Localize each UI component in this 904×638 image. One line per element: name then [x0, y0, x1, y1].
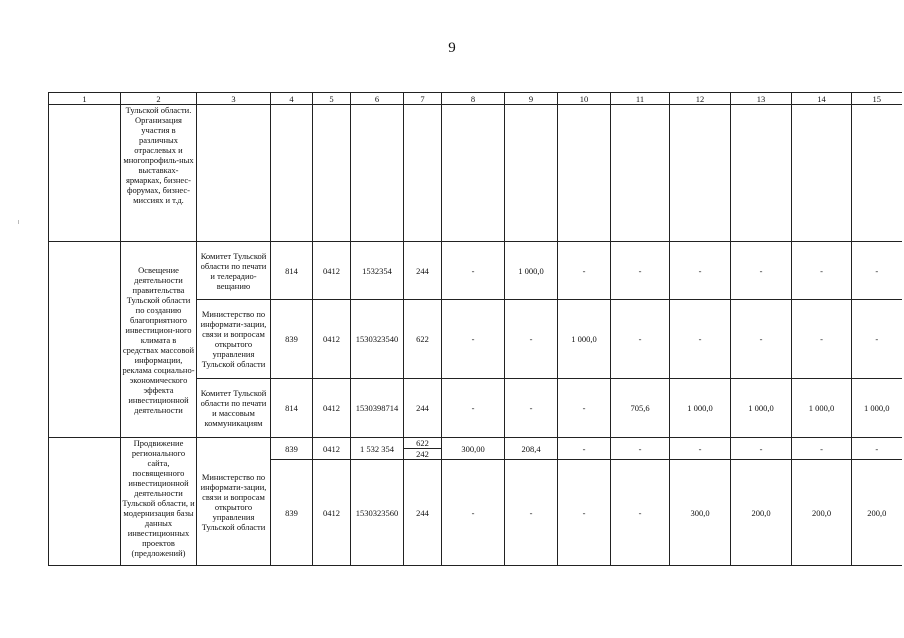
cell: 242: [404, 448, 441, 459]
col-header: 8: [442, 93, 505, 105]
col-header: 7: [404, 93, 442, 105]
cell: 839: [271, 460, 313, 566]
page-number: 9: [448, 40, 456, 56]
cell: 814: [271, 379, 313, 438]
cell: 839: [271, 300, 313, 379]
cell: 0412: [313, 242, 351, 300]
cell: 244: [404, 379, 442, 438]
col-header: 5: [313, 93, 351, 105]
cell: 1 532 354: [351, 438, 404, 460]
cell: -: [442, 242, 505, 300]
cell: 200,0: [792, 460, 852, 566]
cell: -: [442, 460, 505, 566]
cell: -: [611, 438, 670, 460]
cell: -: [792, 438, 852, 460]
executor-cell: Комитет Тульской области по печати и телерадио-вещанию: [197, 242, 271, 300]
cell: 1 000,0: [852, 379, 902, 438]
cell: -: [792, 300, 852, 379]
cell: 300,00: [442, 438, 505, 460]
cell: -: [442, 300, 505, 379]
cell: 0412: [313, 460, 351, 566]
executor-cell: Министерство по информати-зации, связи и вопросам открытого управления Тульской области: [197, 300, 271, 379]
cell: -: [611, 300, 670, 379]
cell: -: [558, 379, 611, 438]
cell: 0412: [313, 438, 351, 460]
cell: -: [731, 438, 792, 460]
cell: 1530398714: [351, 379, 404, 438]
executor-cell: Министерство по информати-зации, связи и вопросам открытого управления Тульской области: [197, 438, 271, 566]
cell: -: [505, 460, 558, 566]
table-row: [49, 242, 902, 300]
col-header: 6: [351, 93, 404, 105]
cell: -: [442, 379, 505, 438]
budget-table: [48, 92, 902, 566]
cell: 244: [404, 460, 442, 566]
activity-name-cell: Освещение деятельности правительства Тульской области по созданию благоприятного инвестицион-ного климата в средствах массовой информации, реклама социально-экономического эффекта инвестиционной деятельности: [121, 242, 197, 438]
cell: 208,4: [505, 438, 558, 460]
cell: 1530323540: [351, 300, 404, 379]
cell: 0412: [313, 379, 351, 438]
cell: -: [852, 438, 902, 460]
cell: -: [505, 300, 558, 379]
cell: -: [505, 379, 558, 438]
cell: 839: [271, 438, 313, 460]
cell: 622: [404, 300, 442, 379]
col-header: 1: [49, 93, 121, 105]
cell: 244: [404, 242, 442, 300]
cell: -: [731, 300, 792, 379]
col-header: 2: [121, 93, 197, 105]
col-header: 14: [792, 93, 852, 105]
column-number-row: [49, 93, 902, 105]
col-header: 9: [505, 93, 558, 105]
col-header: 12: [670, 93, 731, 105]
cell: -: [670, 438, 731, 460]
split-cell: [404, 438, 442, 460]
cell: -: [670, 242, 731, 300]
cell: -: [731, 242, 792, 300]
cell: -: [792, 242, 852, 300]
col-header: 10: [558, 93, 611, 105]
cell: 1 000,0: [558, 300, 611, 379]
cell: -: [852, 242, 902, 300]
cell: -: [558, 460, 611, 566]
cell: -: [558, 242, 611, 300]
cell: -: [558, 438, 611, 460]
cell: -: [670, 300, 731, 379]
cell: 705,6: [611, 379, 670, 438]
col-header: 13: [731, 93, 792, 105]
cell: 1532354: [351, 242, 404, 300]
table-row-continuation: [49, 105, 902, 242]
cell: 1 000,0: [670, 379, 731, 438]
table-row: [49, 438, 902, 460]
col-header: 15: [852, 93, 902, 105]
cell: 0412: [313, 300, 351, 379]
executor-cell: Комитет Тульской области по печати и массовым коммуникациям: [197, 379, 271, 438]
cell: 1530323560: [351, 460, 404, 566]
cell: 1 000,0: [731, 379, 792, 438]
cell: 300,0: [670, 460, 731, 566]
cell: -: [611, 460, 670, 566]
cell: 814: [271, 242, 313, 300]
col-header: 4: [271, 93, 313, 105]
col-header: 3: [197, 93, 271, 105]
cell: 622: [416, 438, 429, 448]
cell: -: [852, 300, 902, 379]
col-header: 11: [611, 93, 670, 105]
cell: -: [611, 242, 670, 300]
cell: 200,0: [852, 460, 902, 566]
activity-name-cell: Продвижение регионального сайта, посвященного инвестиционной деятельности Тульской области, и модернизация базы данных инвестиционных проектов (предложений): [121, 438, 197, 566]
cell: 1 000,0: [505, 242, 558, 300]
scan-mark: [18, 220, 19, 224]
cell: 200,0: [731, 460, 792, 566]
activity-name-cell: Тульской области. Организация участия в различных отраслевых и многопрофиль-ных выставках-ярмарках, бизнес-форумах, бизнес-миссиях и т.д.: [121, 105, 197, 242]
cell: 1 000,0: [792, 379, 852, 438]
